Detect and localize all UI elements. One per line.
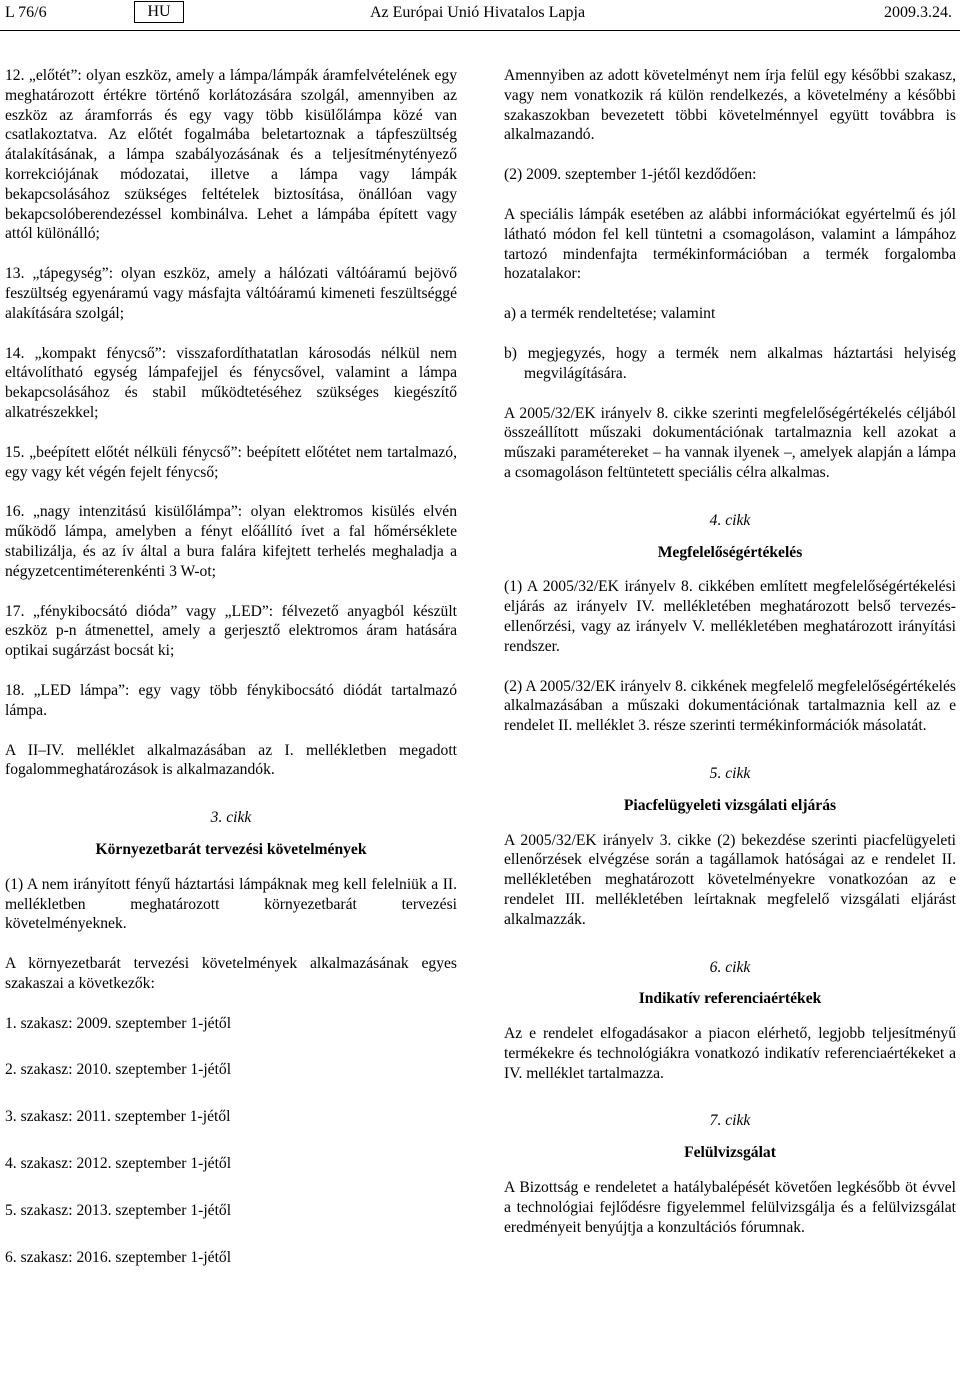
- article-4-title: Megfelelőségértékelés: [657, 543, 803, 561]
- left-column: [5, 66, 457, 1294]
- article-3-number: 3. cikk: [210, 809, 252, 827]
- annex-note: A II–IV. melléklet alkalmazásában az I. mellékletben megadott fogalommeghatározások is alkalmazandók.: [5, 741, 457, 779]
- article-4: [504, 511, 956, 736]
- publication-date: 2009.3.24.: [884, 4, 952, 21]
- article-3-paragraph-1: (1) A nem irányított fényű háztartási lámpáknak meg kell felelniük a II. mellékletben meghatározott környezetbarát tervezési követelményeknek.: [5, 875, 457, 933]
- list-item-b: b) megjegyzés, hogy a termék nem alkalmas háztartási helyiség megvilágítására.: [504, 344, 956, 382]
- article-5: [504, 764, 956, 930]
- article-6-number: 6. cikk: [709, 958, 751, 976]
- definition-15: 15. „beépített előtét nélküli fénycső”: beépített előtétet nem tartalmazó, egy vagy két végén fejelt fénycső;: [5, 443, 457, 481]
- right-column: [504, 66, 956, 1257]
- definition-18: 18. „LED lámpa”: egy vagy több fénykibocsátó diódát tartalmazó lámpa.: [5, 681, 457, 719]
- stage-1: 1. szakasz: 2009. szeptember 1-jétől: [5, 1014, 232, 1032]
- article-5-number: 5. cikk: [709, 764, 751, 782]
- page-header: [0, 0, 960, 31]
- list-item-a: a) a termék rendeltetése; valamint: [504, 305, 716, 323]
- stage-4: 4. szakasz: 2012. szeptember 1-jétől: [5, 1155, 232, 1173]
- article-7-paragraph: A Bizottság e rendeletet a hatálybalépését követően legkésőbb öt évvel a technológiai fejlődésre figyelemmel felülvizsgálja és a felülvizsgálat eredményeit benyújtja a konzultációs fórumnak.: [504, 1179, 956, 1236]
- paragraph-2-heading: (2) 2009. szeptember 1-jétől kezdődően:: [504, 166, 757, 184]
- technical-documentation-paragraph: A 2005/32/EK irányelv 8. cikke szerinti megfelelőségértékelés céljából összeállított műszaki dokumentációnak tartalmaznia kell azokat a műszaki paramétereket – ha vannak ilyenek –, amelyek alapján a lámpa a csomagoláson feltüntetett speciális célra alkalmas.: [504, 404, 956, 481]
- article-7-number: 7. cikk: [709, 1112, 751, 1130]
- language-badge: HU: [134, 1, 184, 23]
- article-5-title: Piacfelügyeleti vizsgálati eljárás: [623, 796, 837, 814]
- definition-17: 17. „fénykibocsátó dióda” vagy „LED”: félvezető anyagból készült eszköz p-n átmenettel, amely a gerjesztő elektromos áram hatására optikai sugárzást bocsát ki;: [5, 602, 457, 660]
- article-3-paragraph-2: A környezetbarát tervezési követelmények alkalmazásának egyes szakaszai a következők:: [5, 955, 457, 992]
- article-6-title: Indikatív referenciaértékek: [638, 990, 822, 1008]
- definition-14: 14. „kompakt fénycső”: visszafordíthatatlan károsodás nélkül nem eltávolítható egység lámpafejjel és fénycsővel, valamint a lámpa bekapcsolásához és stabil működtetéséhez szükséges kiegészítő alkatrészekkel;: [5, 344, 457, 421]
- journal-title: Az Európai Unió Hivatalos Lapja: [370, 4, 586, 21]
- article-7-title: Felülvizsgálat: [684, 1144, 776, 1162]
- article-6: [504, 958, 956, 1084]
- stage-2: 2. szakasz: 2010. szeptember 1-jétől: [5, 1061, 232, 1079]
- article-6-paragraph: Az e rendelet elfogadásakor a piacon elérhető, legjobb teljesítményű termékekre és technológiákra vonatkozó indikatív referenciaértékeket a IV. melléklet tartalmazza.: [504, 1025, 956, 1082]
- page-number: L 76/6: [5, 4, 47, 21]
- stage-5: 5. szakasz: 2013. szeptember 1-jétől: [5, 1201, 232, 1219]
- article-4-paragraph-2: (2) A 2005/32/EK irányelv 8. cikkének megfelelő megfelelőségértékelés alkalmazásában a műszaki dokumentációnak tartalmaznia kell az e rendelet II. melléklet 3. része szerinti termékinformációk másolatát.: [504, 677, 956, 735]
- article-5-paragraph: A 2005/32/EK irányelv 3. cikke (2) bekezdése szerinti piacfelügyeleti ellenőrzések elvégzése során a tagállamok hatóságai az e rendelet II. mellékletében meghatározott követelményekre vonatkozóan az e rendelet III. mellékletében leírtaknak megfelelő vizsgálati eljárást alkalmazzák.: [504, 831, 956, 928]
- stage-6: 6. szakasz: 2016. szeptember 1-jétől: [5, 1248, 232, 1266]
- article-4-number: 4. cikk: [709, 511, 751, 529]
- requirement-continuation: Amennyiben az adott követelményt nem írja felül egy későbbi szakasz, vagy nem vonatkozik rá külön rendelkezés, a követelmény a későbbi szakaszokban bevezetett többi követelménnyel együtt továbbra is alkalmazandó.: [504, 67, 956, 144]
- article-3: [5, 808, 457, 1267]
- article-3-title: Környezetbarát tervezési követelmények: [95, 840, 367, 858]
- definition-16: 16. „nagy intenzitású kisülőlámpa”: olyan elektromos kisülés elvén működő lámpa, amelyben a fényt előállító ívet a fal hőmérséklete stabilizálja, és az ív által a bura falára kifejtett terhelés meghaladja a négyzetcentiméterenkénti 3 W-ot;: [5, 503, 457, 580]
- article-4-paragraph-1: (1) A 2005/32/EK irányelv 8. cikkében említett megfelelőségértékelési eljárás az irányelv IV. mellékletében meghatározott belső tervezés-ellenőrzési, vagy az irányelv V. mellékletében meghatározott irányítási rendszer.: [504, 578, 956, 655]
- article-7: [504, 1111, 956, 1237]
- special-lamps-paragraph: A speciális lámpák esetében az alábbi információkat egyértelmű és jól látható módon fel kell tüntetni a csomagoláson, valamint a lámpához tartozó mindenfajta termékinformációban a termék forgalomba hozatalakor:: [504, 205, 956, 283]
- definition-12: 12. „előtét”: olyan eszköz, amely a lámpa/lámpák áramfelvételének egy meghatározott értékre történő korlátozására szolgál, amennyiben az eszköz az áramforrás és egy vagy több kisülőlámpa közé van csatlakoztatva. Az előtét fogalmába beletartoznak a tápfeszültség átalakításának, a lámpa szabályozásának és a teljesítménytényező korrekciójának módozatai, illetve a lámpa vagy lámpák bekapcsolásához szükséges feltételek biztosítása, önállóan vagy bekapcsolóberendezéssel kombinálva. Lehet a lámpába épített vagy attól különálló;: [5, 67, 457, 243]
- definition-13: 13. „tápegység”: olyan eszköz, amely a hálózati váltóáramú bejövő feszültség egyenáramú vagy másfajta váltóáramú kimeneti feszültséggé alakítására szolgál;: [5, 265, 457, 322]
- stage-3: 3. szakasz: 2011. szeptember 1-jétől: [5, 1108, 231, 1126]
